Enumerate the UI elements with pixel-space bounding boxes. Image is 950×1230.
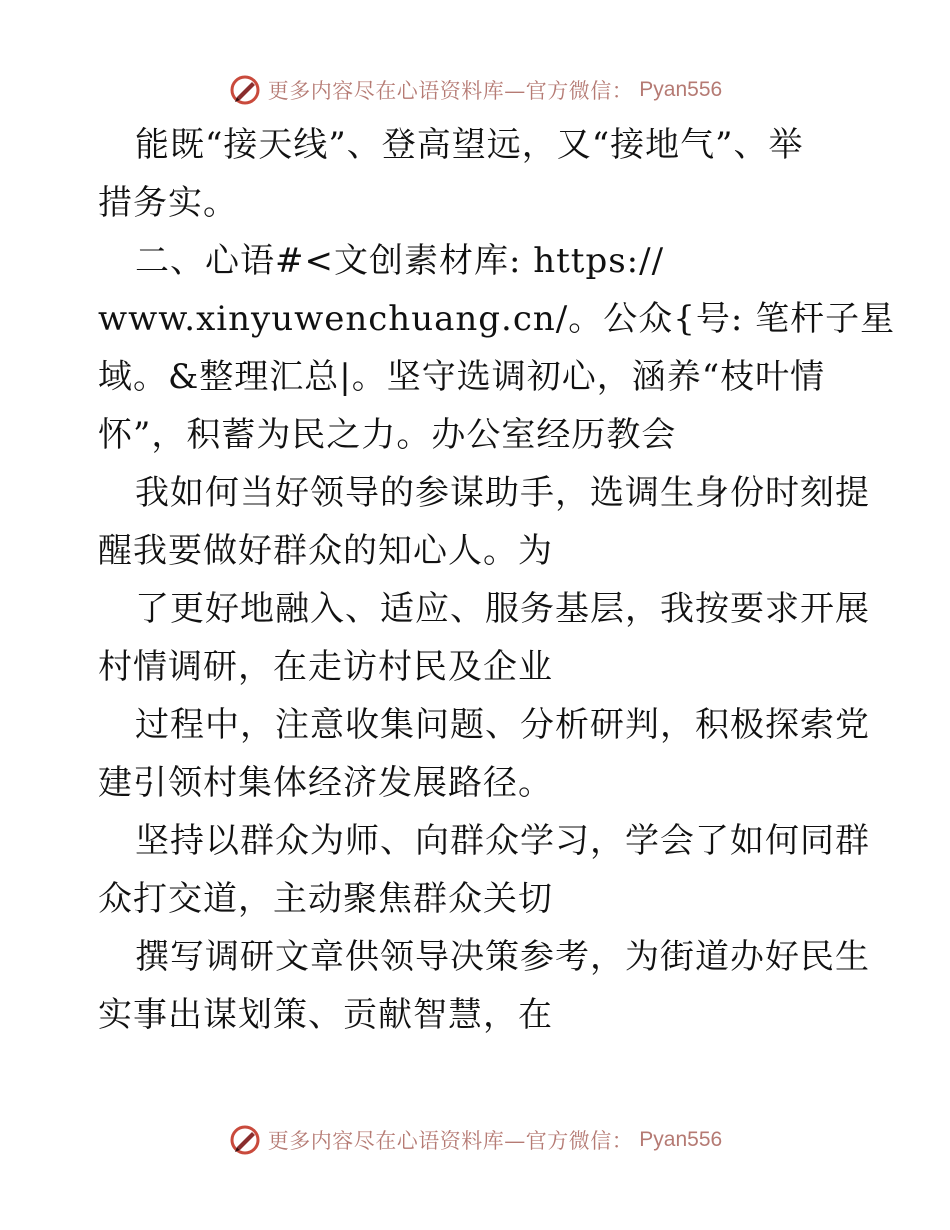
- text-line: 二、心语#<文创素材库: https://: [135, 241, 665, 281]
- banner-handle: Pyan556: [639, 1128, 723, 1151]
- footer-banner: [0, 1120, 950, 1160]
- banner-text: 更多内容尽在心语资料库—官方微信：: [267, 79, 634, 103]
- text-line: 措务实。: [98, 183, 238, 223]
- text-line: 我如何当好领导的参谋助手，选调生身份时刻提: [135, 473, 870, 513]
- text-line: 实事出谋划策、贡献智慧，在: [98, 995, 553, 1035]
- header-banner: [0, 70, 950, 110]
- banner-handle: Pyan556: [639, 78, 723, 101]
- text-line: 撰写调研文章供领导决策参考，为街道办好民生: [135, 937, 870, 977]
- text-line: 过程中，注意收集问题、分析研判，积极探索党: [135, 705, 870, 745]
- text-line: 了更好地融入、适应、服务基层，我按要求开展: [135, 589, 870, 629]
- banner-text: 更多内容尽在心语资料库—官方微信：: [267, 1129, 634, 1153]
- pen-circle-logo-icon: [228, 1123, 262, 1157]
- document-body: [98, 116, 896, 1044]
- text-line: 村情调研，在走访村民及企业: [98, 647, 553, 687]
- text-line: 怀”，积蓄为民之力。办公室经历教会: [98, 415, 677, 455]
- text-line: 能既“接天线”、登高望远，又“接地气”、举: [135, 125, 804, 165]
- text-line: www.xinyuwenchuang.cn/。公众{号: 笔杆子星: [98, 299, 896, 339]
- text-line: 众打交道，主动聚焦群众关切: [98, 879, 553, 919]
- text-line: 建引领村集体经济发展路径。: [98, 763, 553, 803]
- pen-circle-logo-icon: [228, 73, 262, 107]
- text-line: 坚持以群众为师、向群众学习，学会了如何同群: [135, 821, 870, 861]
- text-line: 域。&整理汇总|。坚守选调初心，涵养“枝叶情: [98, 357, 826, 397]
- text-line: 醒我要做好群众的知心人。为: [98, 531, 553, 571]
